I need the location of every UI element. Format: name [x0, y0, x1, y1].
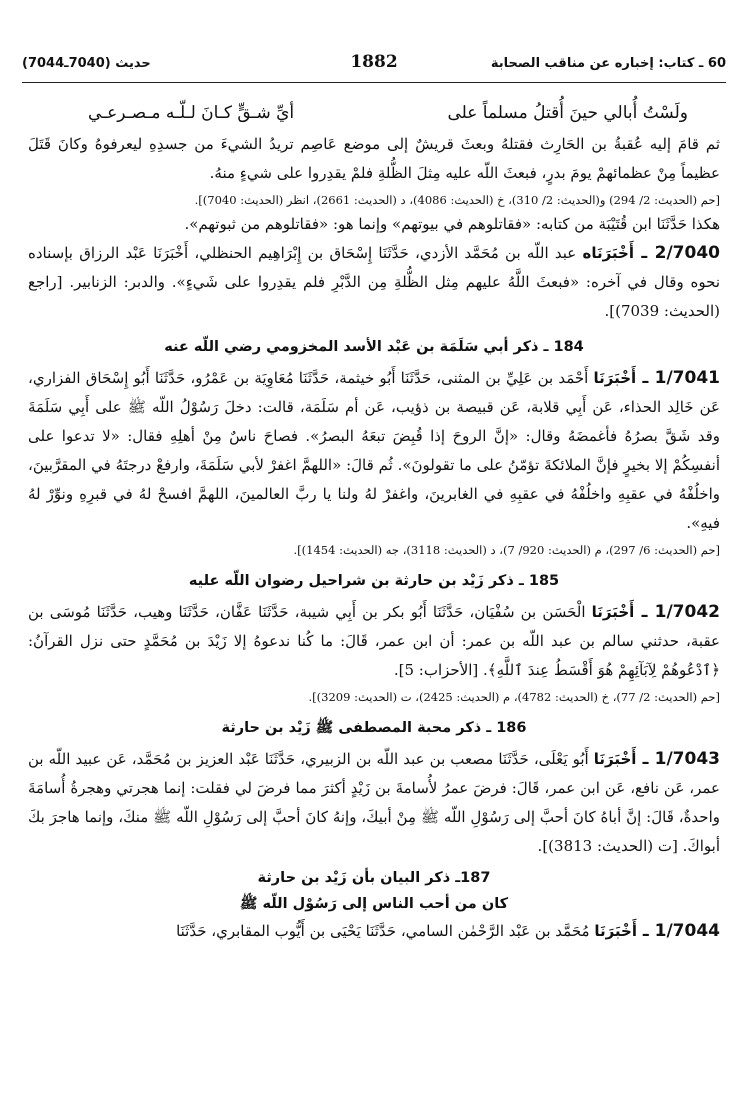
poem-hemistich-left: أيِّ شـقٍّ كـانَ لـلّـه مـصـرعـي — [88, 103, 295, 123]
book-title: 60 ـ كتاب: إخباره عن مناقب الصحابة — [490, 56, 726, 71]
hadith-number: 2/7040 — [654, 243, 720, 263]
hadith-dash: ـ — [636, 368, 655, 388]
hadith-text: عبد اللّه بن مُحَمَّد الأزدي، حَدَّثَنَا إِسْحَاق بن إِبْرَاهِيم الحنظلي، أَخْبَرَنَا عَبْد الرزاق بإسناده نحوه وقال في آخره: «فبعثَ اللَّهُ عليهم مِثل الظُّلةِ مِن الدَّبْرِ فلم يقدِروا على شَيءٍ». والدبر: الزنابير. [راجع (الحديث: 7039)]. — [28, 244, 720, 320]
hadith-number: 1/7044 — [654, 921, 720, 941]
akhbarana-word: أَخْبَرَنَا — [593, 369, 637, 387]
hadith-dash: ـ — [636, 921, 655, 941]
akhbarana-word: أَخْبَرَنَا — [591, 603, 635, 621]
hadith-number: 1/7041 — [654, 368, 720, 388]
hadith-paragraph — [28, 239, 720, 326]
paragraph: هكذا حَدَّثَنَا ابن قُتَيْبَة من كتابه: «فقاتلوهم في بيوتهم» وإنما هو: «فقاتلوهم من ثبوتهم». — [184, 215, 720, 233]
chapter-heading-line: 187ـ ذكر البيان بأن زَيْد بن حارثة — [257, 870, 491, 886]
hadith-dash: ـ — [636, 749, 655, 769]
hadith-paragraph — [28, 917, 720, 946]
chapter-heading: 184 ـ ذكر أبي سَلَمَة بن عَبْد الأسد المخزومي رضي اللّه عنه — [164, 339, 584, 355]
text-blocks — [28, 130, 720, 946]
akhbarana-word: أَخْبَرَنَا — [594, 922, 637, 940]
page-number: 1882 — [350, 52, 398, 72]
chapter-heading — [28, 865, 720, 917]
paragraph: ثم قامَ إليه عُقبةُ بن الحَارِث فقتلهُ وبعثَ قريشٌ إلى موضع عَاصِم تريدُ الشيءَ من جسدِهِ ليعرفوهُ وكانَ قَتَلَ عظيماً مِنْ عظمائهمْ يومَ بدرٍ، فبعثَ اللّه عليه مِثلَ الظُّلةِ فلمْ يقدِروا على شيءٍ منهُ. — [28, 135, 720, 182]
hadith-text: الْحَسَن بن سُفْيَان، حَدَّثَنَا أَبُو بكر بن أَبِي شيبة، حَدَّثَنَا عَفَّان، حَدَّثَنَا وهيب، حَدَّثَنَا مُوسَى بن عقبة، حدثني سالم بن عبد اللّه بن عمر: أن ابن عمر، قَالَ: ما كُنا ندعوهُ إلا زَيْدَ بن مُحَمَّدٍ حتى نزل القرآنُ: ﴿ٱدْعُوهُمْ لِآبَآئِهِمْ هُوَ أَقْسَطُ عِندَ ٱللَّهِ﴾. [الأحزاب: 5]. — [28, 603, 720, 679]
page-header — [22, 52, 726, 78]
page-body — [28, 96, 720, 946]
reference-line: [حم (الحديث: 6/ 297)، م (الحديث: 920/ 7)، د (الحديث: 3118)، جه (الحديث: 1454)]. — [293, 543, 720, 557]
akhbarana-word: أَخْبَرَنَاه — [582, 244, 635, 262]
reference-line: [حم (الحديث: 2/ 77)، خ (الحديث: 4782)، م (الحديث: 2425)، ت (الحديث: 3209)]. — [308, 690, 720, 704]
hadith-number: 1/7042 — [654, 602, 720, 622]
chapter-heading-line: كان من أحب الناس إلى رَسُوْل اللّه ﷺ — [239, 896, 509, 912]
hadith-text: أَحْمَد بن عَلِيِّ بن المثنى، حَدَّثَنَا أَبُو خيثمة، حَدَّثَنَا مُعَاوِيَة بن عَمْرُو، حَدَّثَنَا أَبُو إِسْحَاق الفزاري، عَن خَالِد الحذاء، عَن أَبِي قلابة، عَن قبيصة بن ذؤيب، عَن أم سَلَمَة، قالت: دخلَ رَسُوْلُ اللّه ﷺ على أَبِي سَلَمَةَ وقد شَقَّ بصرُهُ فأغمضَهُ وقال: «إنَّ الروحَ إذا قُبِضَ تبعَهُ البصرُ». فصاحَ ناسٌ مِنْ أهلِهِ فقال: «لا تدعوا على أنفسِكُمْ إلا بخيرٍ فإنَّ الملائكةَ تؤمّنُ على ما تقولونَ». ثُم قالَ: «اللهمَّ اغفرْ لأبي سَلَمَةَ، وارفعْ درجتَهُ في المقرَّبينَ، واخلُفْهُ في عقبِهِ واخلُفْهُ في عقبِهِ في الغابرينَ، واغفرْ لهُ ولنا يا ربَّ العالمينَ، اللهمَّ افسحْ لهُ في قبرِهِ ونوِّرْ لهُ فيهِ». — [28, 369, 720, 532]
chapter-heading: 185 ـ ذكر زَيْد بن حارثة بن شراحيل رضوان اللّه عليه — [188, 573, 560, 589]
hadith-dash: ـ — [634, 602, 655, 622]
poem-verse — [28, 96, 720, 130]
header-rule — [22, 82, 726, 83]
akhbarana-word: أَخْبَرَنَا — [593, 750, 637, 768]
chapter-heading: 186 ـ ذكر محبة المصطفى ﷺ زَيْد بن حارثة — [221, 720, 527, 736]
hadith-paragraph — [28, 745, 720, 861]
hadith-dash: ـ — [634, 243, 655, 263]
hadith-paragraph — [28, 598, 720, 685]
hadith-number: 1/7043 — [654, 749, 720, 769]
hadith-range: حديث (7040ـ7044) — [22, 56, 151, 71]
hadith-text: أَبُو يَعْلَى، حَدَّثَنَا مصعب بن عبد اللّه بن الزبيري، حَدَّثَنَا عَبْد العزيز بن مُحَمَّد، عَن عبيد اللّه بن عمر، عَن نافع، عَن ابن عمر، قَالَ: فرضَ عمرُ لأُسامةَ بن زَيْدٍ أكثرَ مما فرضَ لي فقلت: إنما هجرتي وهجرةُ أُسامَةَ واحدةٌ، قَالَ: إنَّ أباهُ كانَ أحبَّ إلى رَسُوْلِ اللّه ﷺ مِنْ أبيكَ، وإنهُ كانَ أحبَّ إلى رَسُوْلِ اللّه ﷺ منكَ، وإنما هاجرَ بكَ أبواكَ. [ت (الحديث: 3813)]. — [28, 750, 720, 855]
reference-line: [حم (الحديث: 2/ 294) و(الحديث: 2/ 310)، خ (الحديث: 4086)، د (الحديث: 2661)، انظر (الحديث: 7040)]. — [194, 193, 720, 207]
poem-hemistich-right: ولَسْتُ أُبالي حينَ أُقتلُ مسلماً على — [447, 103, 688, 123]
hadith-paragraph — [28, 364, 720, 538]
hadith-text: مُحَمَّد بن عَبْد الرَّحْمٰن السامي، حَدَّثَنَا يَحْيَى بن أَيُّوب المقابري، حَدَّثَنَا — [176, 922, 595, 940]
